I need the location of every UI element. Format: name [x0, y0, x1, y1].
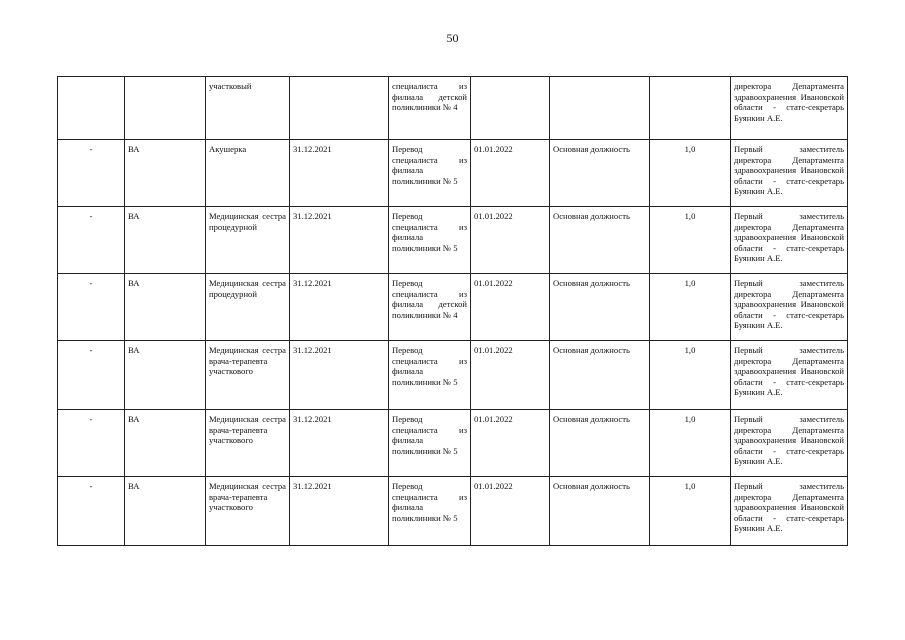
cell-code: ВА — [125, 207, 206, 274]
cell-reason: Перевод специалиста из филиала поликлиники № 5 — [389, 477, 471, 546]
cell-position: Медицинская сестра врача-терапевта участкового — [206, 477, 290, 546]
cell-rate: 1,0 — [650, 274, 731, 341]
cell-rate: 1,0 — [650, 140, 731, 207]
cell-reason: Перевод специалиста из филиала поликлиники № 5 — [389, 140, 471, 207]
cell-signer: Первый заместитель директора Департамента здравоохранения Ивановской области - статс-секретарь Буянкин А.Е. — [731, 140, 848, 207]
cell-reason: Перевод специалиста из филиала поликлиники № 5 — [389, 410, 471, 477]
table-row — [58, 341, 848, 410]
cell-code: ВА — [125, 410, 206, 477]
cell-num: - — [58, 341, 125, 410]
cell-start: 01.01.2022 — [471, 140, 550, 207]
cell-type: Основная должность — [550, 410, 650, 477]
cell-type: Основная должность — [550, 477, 650, 546]
page-number: 50 — [446, 31, 459, 45]
table-row — [58, 477, 848, 546]
cell-code: ВА — [125, 140, 206, 207]
cell-code: ВА — [125, 341, 206, 410]
cell-reason: Перевод специалиста из филиала поликлиники № 5 — [389, 207, 471, 274]
cell-date: 31.12.2021 — [290, 341, 389, 410]
cell-code: ВА — [125, 274, 206, 341]
cell-code — [125, 77, 206, 140]
cell-date: 31.12.2021 — [290, 274, 389, 341]
cell-date: 31.12.2021 — [290, 207, 389, 274]
cell-rate — [650, 77, 731, 140]
cell-num: - — [58, 207, 125, 274]
cell-signer: Первый заместитель директора Департамента здравоохранения Ивановской области - статс-секретарь Буянкин А.Е. — [731, 274, 848, 341]
cell-start — [471, 77, 550, 140]
cell-code: ВА — [125, 477, 206, 546]
cell-position: участковый — [206, 77, 290, 140]
cell-type: Основная должность — [550, 274, 650, 341]
cell-signer: Первый заместитель директора Департамента здравоохранения Ивановской области - статс-секретарь Буянкин А.Е. — [731, 410, 848, 477]
cell-num: - — [58, 410, 125, 477]
cell-num: - — [58, 477, 125, 546]
cell-position: Медицинская сестра врача-терапевта участкового — [206, 341, 290, 410]
cell-start: 01.01.2022 — [471, 341, 550, 410]
cell-rate: 1,0 — [650, 207, 731, 274]
table-row — [58, 274, 848, 341]
cell-num — [58, 77, 125, 140]
cell-date: 31.12.2021 — [290, 140, 389, 207]
cell-start: 01.01.2022 — [471, 274, 550, 341]
cell-date — [290, 77, 389, 140]
table-row — [58, 140, 848, 207]
cell-signer: Первый заместитель директора Департамента здравоохранения Ивановской области - статс-секретарь Буянкин А.Е. — [731, 207, 848, 274]
cell-signer: Первый заместитель директора Департамента здравоохранения Ивановской области - статс-секретарь Буянкин А.Е. — [731, 341, 848, 410]
cell-type: Основная должность — [550, 207, 650, 274]
cell-date: 31.12.2021 — [290, 477, 389, 546]
cell-start: 01.01.2022 — [471, 477, 550, 546]
cell-num: - — [58, 140, 125, 207]
table-row — [58, 77, 848, 140]
cell-type: Основная должность — [550, 140, 650, 207]
cell-num: - — [58, 274, 125, 341]
cell-reason: специалиста из филиала детской поликлиники № 4 — [389, 77, 471, 140]
cell-reason: Перевод специалиста из филиала поликлиники № 5 — [389, 341, 471, 410]
cell-date: 31.12.2021 — [290, 410, 389, 477]
cell-position: Медицинская сестра процедурной — [206, 274, 290, 341]
table-row — [58, 410, 848, 477]
cell-signer: Первый заместитель директора Департамента здравоохранения Ивановской области - статс-секретарь Буянкин А.Е. — [731, 477, 848, 546]
cell-position: Медицинская сестра врача-терапевта участкового — [206, 410, 290, 477]
cell-rate: 1,0 — [650, 477, 731, 546]
cell-position: Акушерка — [206, 140, 290, 207]
cell-signer: директора Департамента здравоохранения Ивановской области - статс-секретарь Буянкин А.Е. — [731, 77, 848, 140]
cell-start: 01.01.2022 — [471, 207, 550, 274]
table-row — [58, 207, 848, 274]
cell-rate: 1,0 — [650, 410, 731, 477]
cell-rate: 1,0 — [650, 341, 731, 410]
staffing-table — [57, 76, 848, 546]
cell-reason: Перевод специалиста из филиала детской поликлиники № 4 — [389, 274, 471, 341]
cell-type: Основная должность — [550, 341, 650, 410]
cell-position: Медицинская сестра процедурной — [206, 207, 290, 274]
cell-type — [550, 77, 650, 140]
cell-start: 01.01.2022 — [471, 410, 550, 477]
